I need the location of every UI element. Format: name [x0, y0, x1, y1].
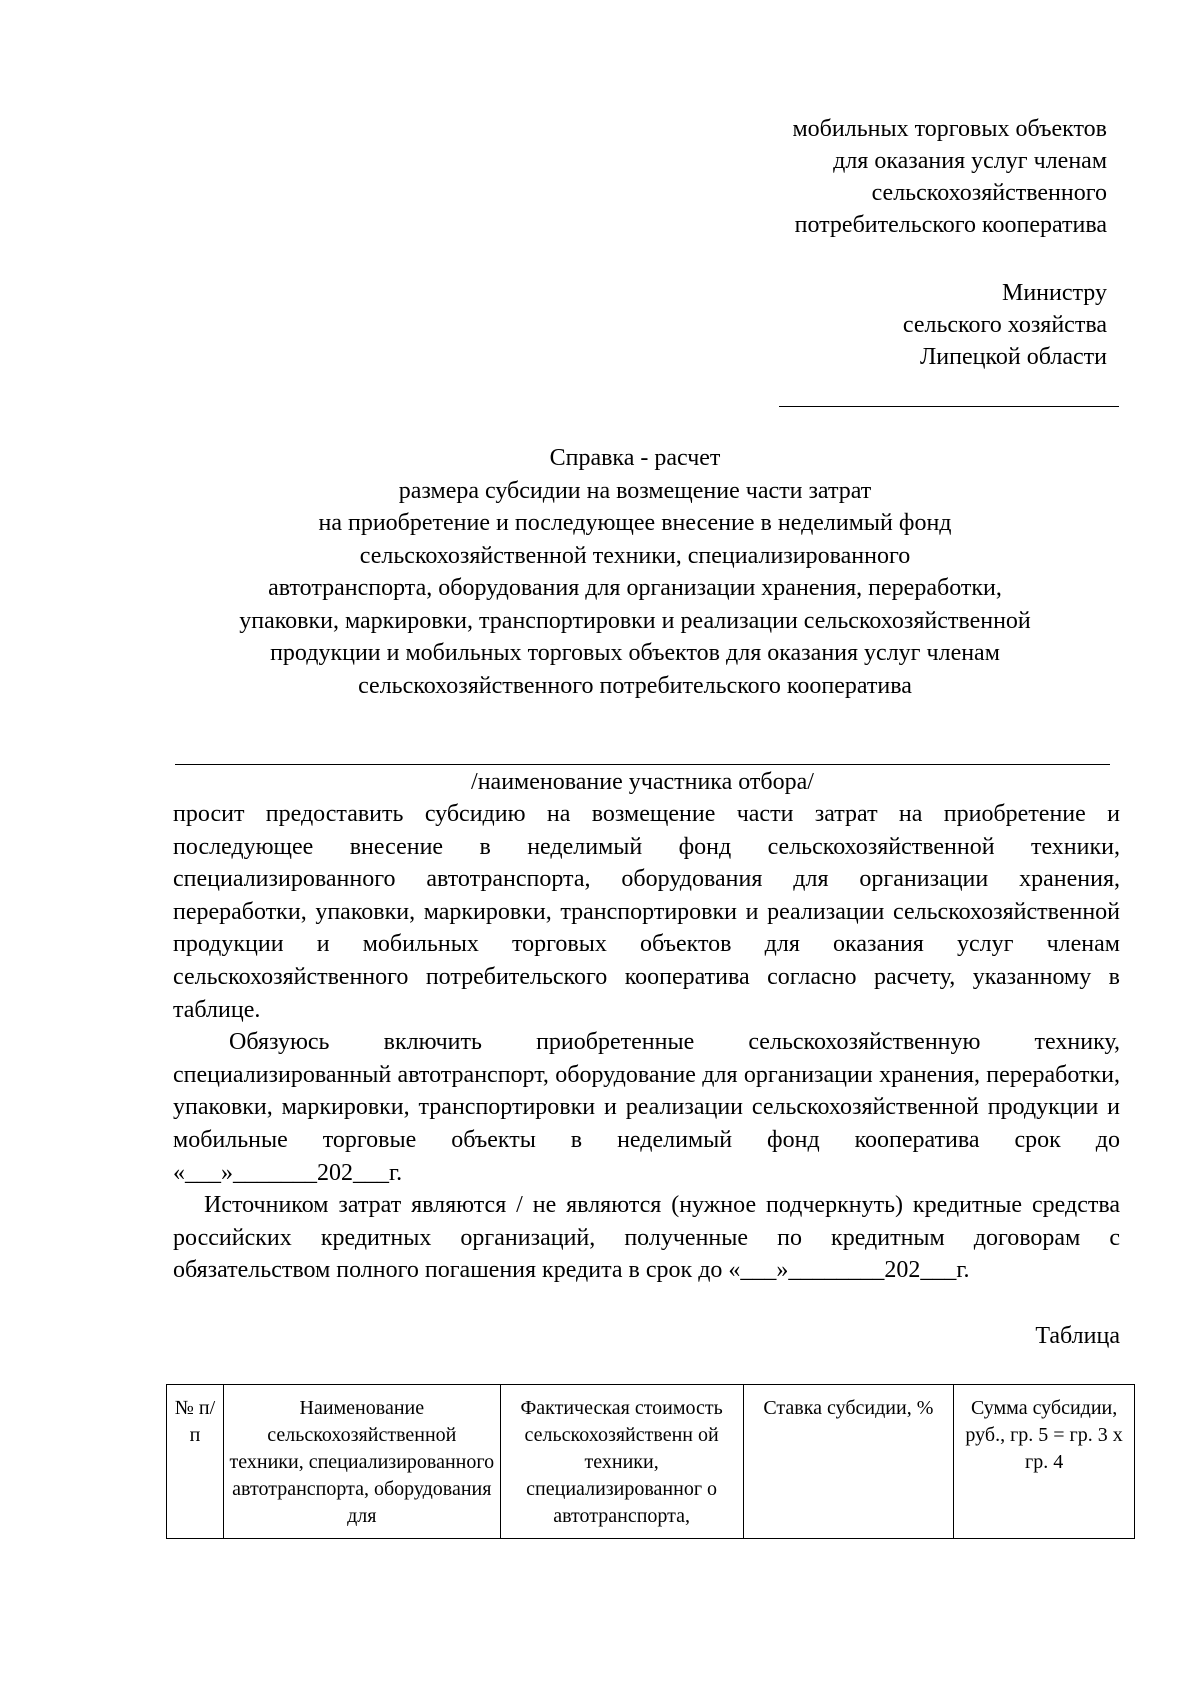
header-addressee-block	[627, 113, 1107, 241]
recipient-block	[687, 277, 1107, 373]
table-header-cell: Ставка субсидии, %	[743, 1385, 954, 1539]
title-line: сельскохозяйственного потребительского кооператива	[358, 672, 912, 699]
table-header-cell: Наименование сельскохозяйственной техники, специализированного автотранспорта, оборудования для	[223, 1385, 500, 1539]
title-line: упаковки, маркировки, транспортировки и реализации сельскохозяйственной	[239, 607, 1031, 634]
table-label: Таблица	[1035, 1323, 1120, 1349]
paragraph-request: просит предоставить субсидию на возмещение части затрат на приобретение и последующее внесение в неделимый фонд сельскохозяйственной техники, специализированного автотранспорта, оборудования для организации хранения, переработки, упаковки, маркировки, транспортировки и реализации сельскохозяйственной продукции и мобильных торговых объектов для оказания услуг членам сельскохозяйственного потребительского кооператива согласно расчету, указанному в таблице.	[173, 801, 1120, 1023]
title-line: размера субсидии на возмещение части затрат	[398, 477, 872, 504]
title-line: сельскохозяйственной техники, специализированного	[359, 542, 911, 569]
title-line: продукции и мобильных торговых объектов для оказания услуг членам	[270, 640, 1000, 666]
title-line: Справка - расчет	[549, 445, 721, 471]
header-line: сельскохозяйственного	[871, 180, 1107, 206]
header-line: мобильных торговых объектов	[792, 116, 1107, 142]
table-header-cell: Фактическая стоимость сельскохозяйственн ой техники, специализированног о автотранспорта,	[500, 1385, 743, 1539]
body-text	[173, 798, 1120, 1287]
recipient-line: сельского хозяйства	[902, 312, 1107, 338]
title-line: автотранспорта, оборудования для организации хранения, переработки,	[268, 575, 1002, 601]
table-header-row	[167, 1385, 1135, 1539]
recipient-signature-line	[779, 406, 1119, 407]
paragraph-funding-source: Источником затрат являются / не являются (нужное подчеркнуть) кредитные средства российских кредитных организаций, полученные по кредитным договорам с обязательством полного погашения кредита в срок до «___»________202___г.	[173, 1192, 1120, 1284]
title-line: на приобретение и последующее внесение в неделимый фонд	[318, 510, 952, 536]
table-header-cell: Сумма субсидии, руб., гр. 5 = гр. 3 х гр. 4	[954, 1385, 1135, 1539]
participant-name-line	[175, 764, 1110, 765]
header-line: для оказания услуг членам	[833, 148, 1107, 174]
participant-caption: /наименование участника отбора/	[471, 769, 814, 795]
header-line: потребительского кооператива	[794, 212, 1107, 238]
document-title	[165, 442, 1105, 702]
recipient-line: Липецкой области	[920, 344, 1107, 370]
recipient-line: Министру	[1002, 280, 1107, 306]
paragraph-obligation: Обязуюсь включить приобретенные сельскохозяйственную технику, специализированный автотранспорт, оборудование для организации хранения, переработки, упаковки, маркировки, транспортировки и реализации сельскохозяйственной продукции и мобильные торговые объекты в неделимый фонд кооператива срок до «___»_______202___г.	[173, 1029, 1120, 1186]
calculation-table	[166, 1384, 1135, 1539]
table-header-cell: № п/п	[167, 1385, 224, 1539]
